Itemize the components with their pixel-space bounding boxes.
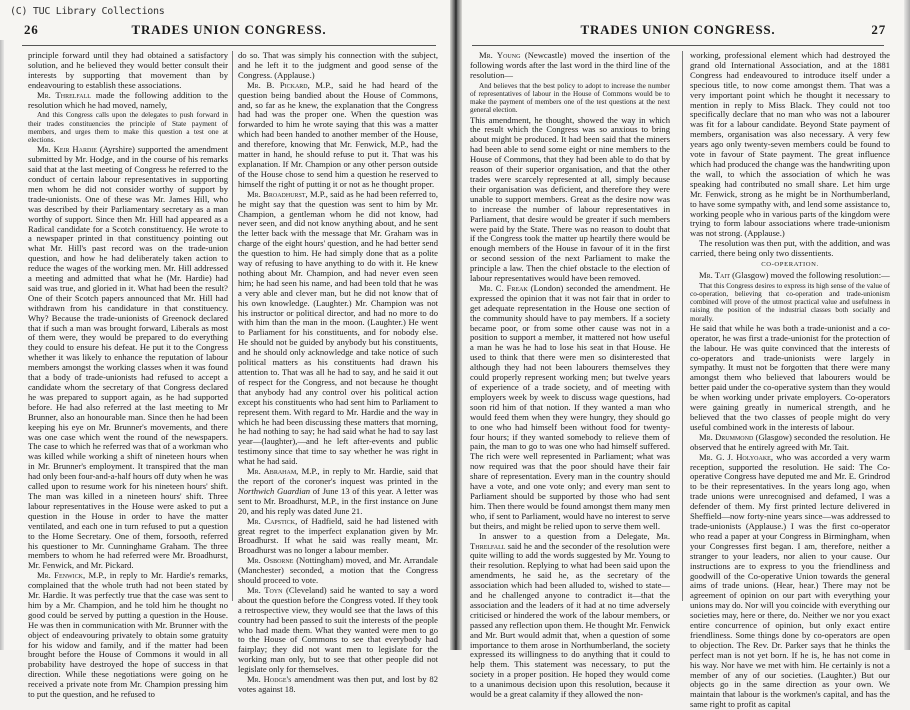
paragraph: Mr. Tait (Glasgow) moved the following resolution:—	[699, 269, 890, 280]
left-page-column-2	[238, 51, 438, 695]
speaker-name: Mr. Drummond	[699, 431, 754, 442]
speaker-name: Mr. Threlfall	[37, 89, 91, 100]
page-number: 26	[24, 22, 39, 37]
paragraph: In answer to a question from a Delegate, Mr. Threlfall said he and the seconder of the resolution were quite willing to add the words suggested by Mr. Young to their resolution. Replying to what had been said upon the amendments, he said he, as the secretary of the association which had been alluded to, wished to state—and he challenged anyone to contradict it—that the association and the leaders of it had at no time adversely criticised or hindered the work of the labour members, or passed any reflection upon them. He thought Mr. Fenwick and Mr. Burt would admit that, when a question of some importance to them arose in Northumberland, the society expressed its willingness to do anything that it could to help them. This statement was necessary, to put the society in a proper position. He hoped they would come to a unanimous decision upon this resolution, because it would be a great calamity if they allowed the non-	[470, 530, 671, 700]
paragraph: principle forward until they had obtained a satisfactory solution, and he believed they would better consult their interests by supporting that movement than by endeavouring to establish these associations.	[28, 50, 228, 90]
paragraph: Mr. Broadhurst, M.P., said as he had been referred to, he might say that the question was sent to him by Mr. Champion, a gentleman whom he did not know, had never seen, and did not know anything about, and he sent the letter back with the message that Mr. Graham was in charge of the eight hours' question, and he had better send the question to him. He had simply done that as a polite way of refusing to have anything to do with it. He knew nothing about Mr. Champion, and had never even seen him; he had seen his name, and had been told that he was a very able and clever man, but he did not know that of his own knowledge. (Laughter.) Mr. Champion was not his instructor or political director, and had no more to do with him than the man in the moon. (Laughter.) He went to Parliament for his constituents, and for nobody else. He should not be guided by anybody but his constituents, and he should only acknowledge and take notice of such political matters as his constituents had drawn his attention to. That was all he had to say, and he said it out of respect for the Congress, and not because he thought that anybody had any control over his political action except his constituents who had sent him to Parliament to represent them. With regard to Mr. Hardie and the way in which he had been discussing these matters that morning, he had nothing to say; he had said what he had to say last year—(laughter),—and he left after-events and public testimony since that time to say whether he was right in what he had said.	[238, 188, 439, 467]
running-head-left	[18, 22, 440, 42]
watermark: (C) TUC Library Collections	[10, 6, 165, 17]
paragraph: Mr. Fenwick, M.P., in reply to Mr. Hardie's remarks, complained that the whole truth had not been stated by Mr. Hardie. It was perfectly true that the case was sent to him by a Mr. Champion, and he told him he thought no good could be served by putting a question in the House. He was then in communication with Mr. Brunner with the object of endeavouring privately to obtain some gratuity for his widow and family, and if the matter had been brought before the House of Commons it would in all probability have destroyed the hope of success in that direction. While these negotiations were going on he received a private note from Mr. Champion pressing him to put the question, and he refused to	[28, 570, 228, 700]
speaker-name: Mr. G. J. Holyoake	[699, 451, 771, 462]
quoted-resolution: And believes that the best policy to adopt to increase the number of representatives of labour in the House of Commons would be to make the payment of members one of the test questions at the next general election.	[470, 81, 670, 115]
header-rule	[22, 45, 436, 46]
speaker-name: Mr. Threlfall	[470, 530, 670, 551]
paragraph: Mr. Capstick, of Hadfield, said he had listened with great regret to the imperfect explanation given by Mr. Broadhurst. If what he said was really meant, Mr. Broadhurst was no longer a labour member.	[238, 515, 438, 556]
speaker-name: Mr. Young	[479, 50, 521, 60]
paragraph: Mr. Young (Newcastle) moved the insertion of the following words after the last word in the third line of the resolution—	[470, 50, 670, 80]
running-head-title: TRADES UNION CONGRESS.	[131, 22, 327, 37]
speaker-name: Mr. Broadhurst	[247, 188, 306, 199]
paragraph: Mr. Osborne (Nottingham) moved, and Mr. Arrandale (Manchester) seconded, a motion that the Congress should proceed to vote.	[238, 555, 438, 586]
paragraph: Mr. C. Freak (London) seconded the amendment. He expressed the opinion that it was not fair that in order to get adequate representation in the House one section of the community should have to pay members. If a society became poor, or from some other cause was not in a position to support a member, it mattered not how useful a man he was he had to lose his seat in that House. He used to think that there were men so disinterested that although they had not been labourers themselves they could properly represent working men; but twelve years of experience of a trade society, and of meeting with employers week by week to discuss wage questions, had soon rid him of that notion. If they wanted a man who would feed them when they were hungry, they should go to one who had himself been without food for twenty-four hours; if they wanted somebody to relieve them of pain, the man to go to was one who had himself suffered. The rich were well represented in Parliament; what was now required was that the poor should have their fair share of representation. Every man in the country should have a vote, and one vote only; and every man sent to Parliament should be supported by those who had sent him. Then there would be found amongst them many men who, if sent to Parliament, would have no interest to serve but theirs, and might be relied upon to serve them well.	[470, 282, 670, 531]
speaker-name: Mr. Osborne	[247, 555, 294, 566]
paragraph: Mr. G. J. Holyoake, who was accorded a very warm reception, supported the resolution. He said: The Co-operative Congress have deputed me and Mr. E. Grindrod to be their representatives. In the years long ago, when trade unions were unrecognised and defamed, I was a defender of them. My first printed lecture delivered in Sheffield—now forty-nine years since—was addressed to trade-unionists (Applause.) I was the first co-operator who read a paper at your Congress in Birmingham, when your Congresses first began. I am, therefore, neither a stranger to your leaders, nor alien to your cause. Our instructions are to express to you the friendliness and goodwill of the Co-operative Union towards the general aims of trade unions. (Hear, hear.) There may not be agreement of opinion on our part with everything your unions may do. Nor will you coincide with everything our societies may, here or there, do. Neither we nor you exact entire concurrence of opinion, but only exact entire friendliness. Some things done by co-operators are open to objection. The Rev. Dr. Parker says that he thinks the perfect man is not yet born. If he is, he has not come in his way. Nor have we met with him. He certainly is not a member of any of our societies. (Laughter.) But our objects go in the same direction as your own. We maintain that labour is the workmen's capital, and has the same right to profit as capital	[690, 451, 891, 710]
left-page	[18, 0, 440, 700]
speaker-name: Mr. Fenwick	[37, 570, 83, 581]
speaker-name: Mr. Abraham	[247, 466, 297, 477]
book-gutter	[450, 0, 462, 650]
section-heading: CO-OPERATION.	[761, 261, 819, 269]
paragraph: do so. That was simply his connection with the subject, and he left it to the judgment and good sense of the Congress. (Applause.)	[238, 50, 438, 80]
paragraph: The resolution was then put, with the addition, and was carried, there being only two dissentients.	[690, 238, 890, 259]
paragraph: Mr. B. Pickard, M.P., said he had heard of the question being bandied about the House of Commons, and, so far as he knew, the explanation that the Congress had had was the proper one. When the question was forwarded to him he wrote saying that this was a matter which had been handed to another member of the House, and therefore, knowing that Mr. Fenwick, M.P., had the matter in hand, he should refuse to put it. That was his explanation. If Mr. Champion or any other person outside of the House chose to send him a question he reserved to himself the right of putting it or not as he thought proper.	[238, 79, 438, 189]
column-divider	[232, 51, 233, 601]
paragraph: Mr. Keir Hardie (Ayrshire) supported the amendment submitted by Mr. Hodge, and in the course of his remarks said that at the last meeting of Congress he referred to the conduct of certain labour representatives in supporting men whom he did not consider worthy of support by trade-unionists. One of these was Mr. James Hill, who was described by their Parliamentary secretary as a man worthy of support. Since then Mr. Hill had appeared as a Radical candidate for a Scotch constituency. He wrote to a newspaper printed in that constituency pointing out what Mr. Hill's past record was on the trade-union question, and how he had deliberately taken action to reduce the wages of the working men. Mr. Hill addressed a meeting and admitted that what he (Mr. Hardie) had said was true, and gloried in it. What had been the result? One of their Scotch papers announced that Mr. Hill had withdrawn from his candidature in that constituency. Why? Because the trade-unionists of Greenock declared that if such a man was brought forward, Liberals as most of them were, they would be prepared to do everything they could to ensure his defeat. He put it to the Congress whether it was likely to enhance the reputation of labour members amongst the working classes when it was found that a body of trade-unionists had refused to accept a candidate whom the secretary of that Congress declared he was prepared to support again, as he had supported before. He had also referred at the last meeting to Mr Brunner, also an honourable man. Since then he had been keeping his eye on Mr. Brunner's movements, and there was one case which went the round of the newspapers. The case to which he referred was that of a workman who was killed while working a shift of nineteen hours when in Mr. Brunner's employment. It transpired that the man had only been four-and-a-half hours off duty when he was called upon to resume work for his nineteen hours' shift. The man was killed in a nineteen hours' shift. Three labour representatives in the House were asked to put a question in the House in order to have the matter ventilated, and each one in turn refused to put a question to the Home Secretary. One of them, forsooth, referred his questioner to Mr. Cunninghame Graham. The three members to whom he had referred were Mr. Broadhurst, Mr. Fenwick, and Mr. Pickard.	[28, 144, 228, 571]
page-number: 27	[871, 22, 886, 37]
page-edge-right	[904, 0, 910, 650]
italic-title: Northwich Guardian	[238, 485, 311, 496]
quoted-resolution: That this Congress desires to express its high sense of the value of co-operation, believing that co-operation and trade-unionism combined will prove of the utmost practical value and usefulness in raising the position of the industrial classes both socially and morally.	[690, 281, 890, 323]
paragraph: Mr. Abraham, M.P., in reply to Mr. Hardie, said that the report of the coroner's inquest was printed in the Northwich Guardian of June 13 of this year. A letter was sent to Mr. Broadhurst, M.P., in the first instance on June 20, and his reply was dated June 21.	[238, 466, 438, 516]
paragraph: Mr. Toyn (Cleveland) said he wanted to say a word about the question before the Congress voted. If they took a retrospective view, they would see that the laws of this country had been passed to suit the interests of the people who had made them. What they wanted were men to go to the House of Commons to see that everybody had fairplay; they did not want men to legislate for the working man only, but to see that other people did not legislate only for themselves.	[238, 584, 438, 675]
speaker-name: Mr. Tait	[699, 269, 731, 280]
speaker-name: Mr. Capstick	[247, 515, 296, 526]
paragraph: He said that while he was both a trade-unionist and a co-operator, he was first a trade-unionist for the protection of the labour. He was quite convinced that the interests of co-operators and trade-unionists were largely in sympathy. It must not be forgotten that there were many amongst them who believed that labourers would be better paid under the co-operative system than they would be when working under private employers. Co-operators were gaining greatly in numerical strength, and he believed that the two classes of people might do very useful combined work in the interests of labour.	[690, 322, 890, 432]
speaker-name: Mr. Toyn	[247, 584, 283, 595]
right-page	[468, 0, 891, 710]
running-head-title: TRADES UNION CONGRESS.	[580, 22, 776, 37]
paragraph: Mr. Hodge's amendment was then put, and lost by 82 votes against 18.	[238, 674, 438, 694]
page-edge-left	[0, 40, 4, 650]
paragraph: Mr. Threlfall made the following addition to the resolution which he had moved, namely,	[28, 89, 228, 110]
column-divider	[682, 51, 683, 601]
running-head-right	[468, 22, 888, 42]
right-page-column-2	[690, 51, 890, 710]
speaker-name: Mr. Hodge's	[247, 674, 292, 685]
speaker-name: Mr. B. Pickard	[247, 79, 308, 90]
paragraph: working, professional element which had destroyed the grand old International Association, and at the 1881 Congress had endeavoured to introduce itself under a specious title, to now come amongst them. That was a very important point which he thought it necessary to mention in reply to Miss Black. They could not too specifically declare that no man who was not a labourer was fit for a labour candidate. Beyond State payment of members, organisation was also necessary. A very few years ago only twenty-seven members could be found to vote in favour of State payment. The great influence which had produced the change was the handwriting upon the wall, to which the association of which he was speaking had contributed no small share. Let him urge Mr. Fenwick, strong as he might be in Northumberland, to have some sympathy with, and lend some assistance to, working people who in various parts of the kingdom were trying to form labour associations where trade-unionism was not strong. (Applause.)	[690, 50, 890, 239]
speaker-name: Mr. Keir Hardie	[37, 144, 97, 155]
paragraph: Mr. Drummond (Glasgow) seconded the resolution. He observed that he entirely agreed with Mr. Tait.	[690, 431, 890, 452]
speaker-name: Mr. C. Freak	[479, 282, 528, 293]
quoted-resolution: And this Congress calls upon the delegates to push forward in their trades constituencies the principle of State payment of members, and urges them to make this question a test one at elections.	[28, 111, 228, 145]
right-page-column-1	[470, 51, 670, 700]
paragraph: This amendment, he thought, showed the way in which the result which the Congress was so anxious to bring about might be produced. It had been said that the miners had been able to send some eight or nine members to the House of Commons, that they had been able to do that by reason of their superior organisation, and that the other trades were scarcely represented at all, simply because their organisation was deficient, and therefore they were unable to support members. Great as the desire now was to increase the number of labour representatives in Parliament, that desire would be greater if such members were paid by the State. There was no reason to doubt that if the Congress took the matter up heartily there would be enough members of the House in favour of it in the first or second session of the next Parliament to make the principle a law. Then the chief obstacle to the election of labour representatives would have been removed.	[470, 114, 670, 284]
header-rule	[472, 45, 884, 46]
left-page-column-1	[28, 51, 228, 700]
